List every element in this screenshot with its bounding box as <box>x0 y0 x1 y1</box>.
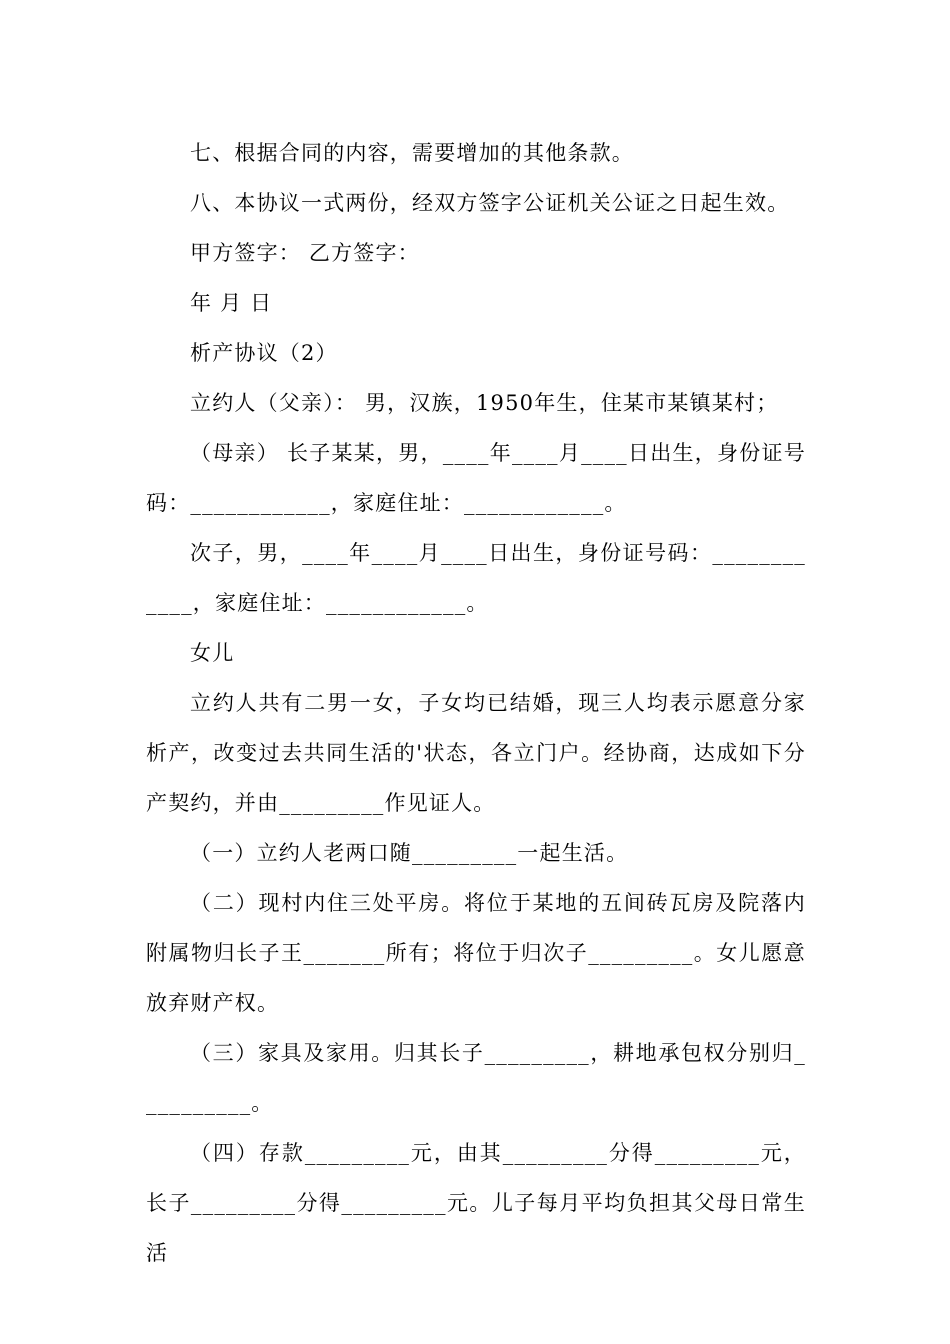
paragraph-clause-8: 八、本协议一式两份，经双方签字公证机关公证之日起生效。 <box>190 191 790 215</box>
paragraph-clause-1: （一）立约人老两口随_________一起生活。 <box>190 841 629 865</box>
paragraph-mother-eldest-son: （母亲） 长子某某，男，____年____月____日出生，身份证号码：____________，家庭住址：____________。 <box>146 441 806 515</box>
paragraph-clause-4: （四）存款_________元，由其_________分得_________元，长子_________分得_________元。儿子每月平均负担其父母日常生活 <box>146 1141 806 1265</box>
paragraph-preamble: 立约人共有二男一女，子女均已结婚，现三人均表示愿意分家析产，改变过去共同生活的'状态，各立门户。经协商，达成如下分产契约，并由_________作见证人。 <box>146 691 806 815</box>
paragraph-daughter: 女儿 <box>190 641 235 665</box>
paragraph-father: 立约人（父亲）： 男，汉族，1950年生，住某市某镇某村； <box>190 391 779 415</box>
section-title: 析产协议（2） <box>190 341 338 365</box>
paragraph-clause-3: （三）家具及家用。归其长子_________，耕地承包权分别归__________。 <box>146 1041 806 1115</box>
paragraph-clause-7: 七、根据合同的内容，需要增加的其他条款。 <box>190 141 634 165</box>
signature-line: 甲方签字： 乙方签字： <box>190 241 420 265</box>
document-body <box>146 128 806 1278</box>
paragraph-second-son: 次子，男，____年____月____日出生，身份证号码：____________，家庭住址：____________。 <box>146 541 806 615</box>
paragraph-clause-2: （二）现村内住三处平房。将位于某地的五间砖瓦房及院落内附属物归长子王_______所有；将位于归次子_________。女儿愿意放弃财产权。 <box>146 891 806 1015</box>
date-line: 年 月 日 <box>190 291 273 315</box>
